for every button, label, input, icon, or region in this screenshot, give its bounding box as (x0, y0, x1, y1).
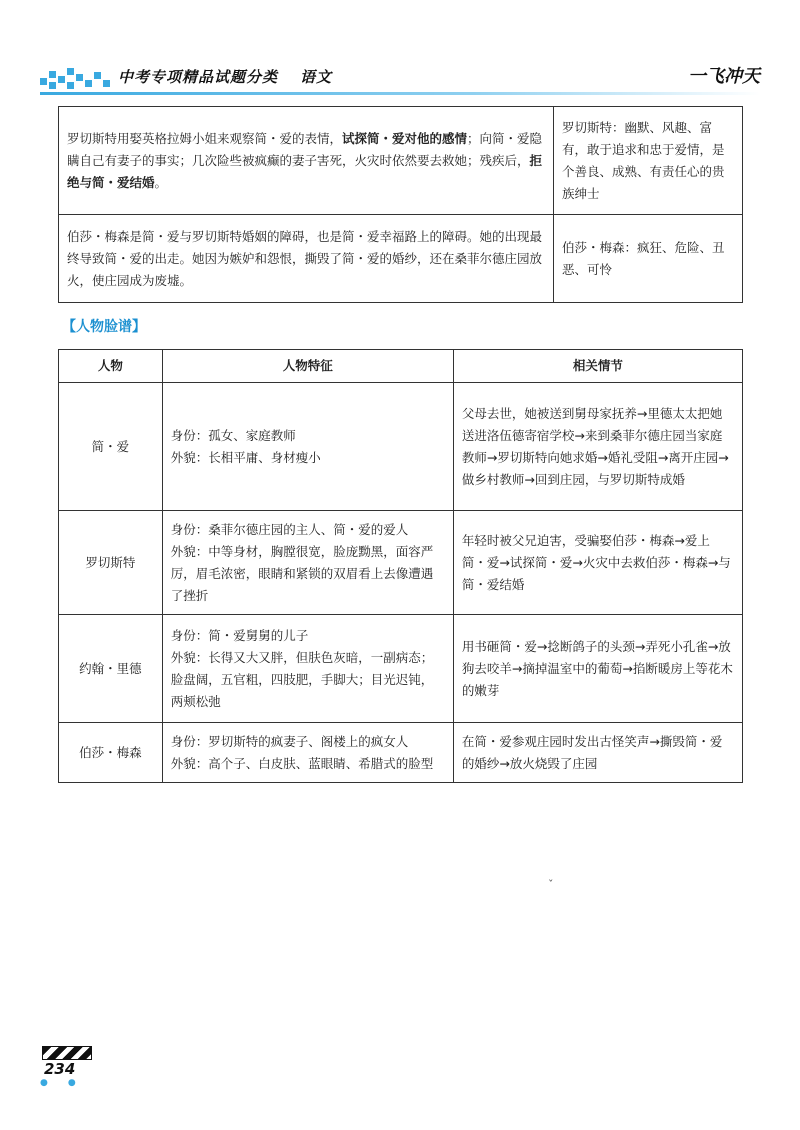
related-plot: 父母去世，她被送到舅母家抚养→里德太太把她送进洛伍德寄宿学校→来到桑菲尔德庄园当家庭教师→罗切斯特向她求婚→婚礼受阻→离开庄园→做乡村教师→回到庄园，与罗切斯特成婚 (453, 383, 742, 511)
table-header-row (59, 350, 743, 383)
column-header: 相关情节 (453, 350, 742, 383)
identity-line: 身份：孤女、家庭教师 (170, 427, 296, 443)
appearance-line: 外貌：长得又大又胖，但肤色灰暗，一副病态；脸盘阔，五官粗，四肢肥，手脚大；目光迟钝，两颊松弛 (170, 649, 434, 709)
page-header (40, 62, 760, 98)
text-run: 罗切斯特用娶英格拉姆小姐来观察简・爱的表情， (67, 130, 343, 146)
page-number-badge (40, 1046, 96, 1086)
table-row (59, 723, 743, 783)
table-row (59, 107, 743, 215)
table-row (59, 383, 743, 511)
subject-label: 语文 (300, 68, 333, 86)
clapperboard-icon (42, 1046, 92, 1060)
character-name: 罗切斯特 (59, 511, 163, 615)
header-rule (40, 92, 760, 95)
text-run: 。 (154, 174, 168, 190)
text-run-bold: 试探简・爱对他的感情 (342, 130, 468, 146)
appearance-line: 外貌：长相平庸、身材瘦小 (170, 449, 321, 465)
book-title: 中考专项精品试题分类 (118, 68, 279, 86)
character-features (162, 511, 453, 615)
header-title (118, 66, 332, 87)
related-plot: 在简・爱参观庄园时发出古怪笑声→撕毁简・爱的婚纱→放火烧毁了庄园 (453, 723, 742, 783)
character-summary-cell: 罗切斯特：幽默、风趣、富有，敢于追求和忠于爱情，是个善良、成熟、有责任心的贵族绅士 (554, 107, 743, 215)
text-run-bold: 拒绝与简・爱结婚 (67, 152, 543, 190)
character-features (162, 615, 453, 723)
character-features (162, 383, 453, 511)
continued-table (58, 106, 743, 303)
dots-decoration-icon: ● ● (40, 1078, 76, 1088)
character-summary-cell: 伯莎・梅森：疯狂、危险、丑恶、可怜 (554, 215, 743, 303)
related-plot: 用书砸简・爱→捻断鸽子的头颈→弄死小孔雀→放狗去咬羊→摘掉温室中的葡萄→掐断暖房上等花木的嫩芽 (453, 615, 742, 723)
brand-logo: 一飞冲天 (688, 66, 760, 87)
column-header: 人物特征 (162, 350, 453, 383)
section-title: 【人物脸谱】 (62, 319, 146, 335)
character-features (162, 723, 453, 783)
column-header: 人物 (59, 350, 163, 383)
character-name: 简・爱 (59, 383, 163, 511)
table-row (59, 215, 743, 303)
table-row (59, 511, 743, 615)
identity-line: 身份：桑菲尔德庄园的主人、简・爱的爱人 (170, 521, 409, 537)
character-name: 伯莎・梅森 (59, 723, 163, 783)
character-name: 约翰・里德 (59, 615, 163, 723)
character-faces-table (58, 349, 743, 783)
handwritten-mark-icon: ˇ (548, 878, 554, 891)
plot-cell (59, 107, 554, 215)
identity-line: 身份：简・爱舅舅的儿子 (170, 627, 309, 643)
identity-line: 身份：罗切斯特的疯妻子、阁楼上的疯女人 (170, 733, 409, 749)
plot-cell: 伯莎・梅森是简・爱与罗切斯特婚姻的障碍，也是简・爱幸福路上的障碍。她的出现最终导致简・爱的出走。她因为嫉妒和怨恨，撕毁了简・爱的婚纱，还在桑菲尔德庄园放火，使庄园成为废墟。 (59, 215, 554, 303)
appearance-line: 外貌：中等身材，胸膛很宽，脸庞黝黑，面容严厉，眉毛浓密，眼睛和紧锁的双眉看上去像遭遇了挫折 (170, 543, 434, 603)
text-run: ；向简・爱隐瞒自己有妻子的事实；几次险些被疯癫的妻子害死，火灾时依然要去救她；残疾后， (67, 130, 543, 168)
appearance-line: 外貌：高个子、白皮肤、蓝眼睛、希腊式的脸型 (170, 755, 434, 771)
header-decoration-icon (40, 64, 110, 92)
table-row (59, 615, 743, 723)
page-number: 234 (44, 1060, 76, 1078)
related-plot: 年轻时被父兄迫害，受骗娶伯莎・梅森→爱上简・爱→试探简・爱→火灾中去救伯莎・梅森→与简・爱结婚 (453, 511, 742, 615)
